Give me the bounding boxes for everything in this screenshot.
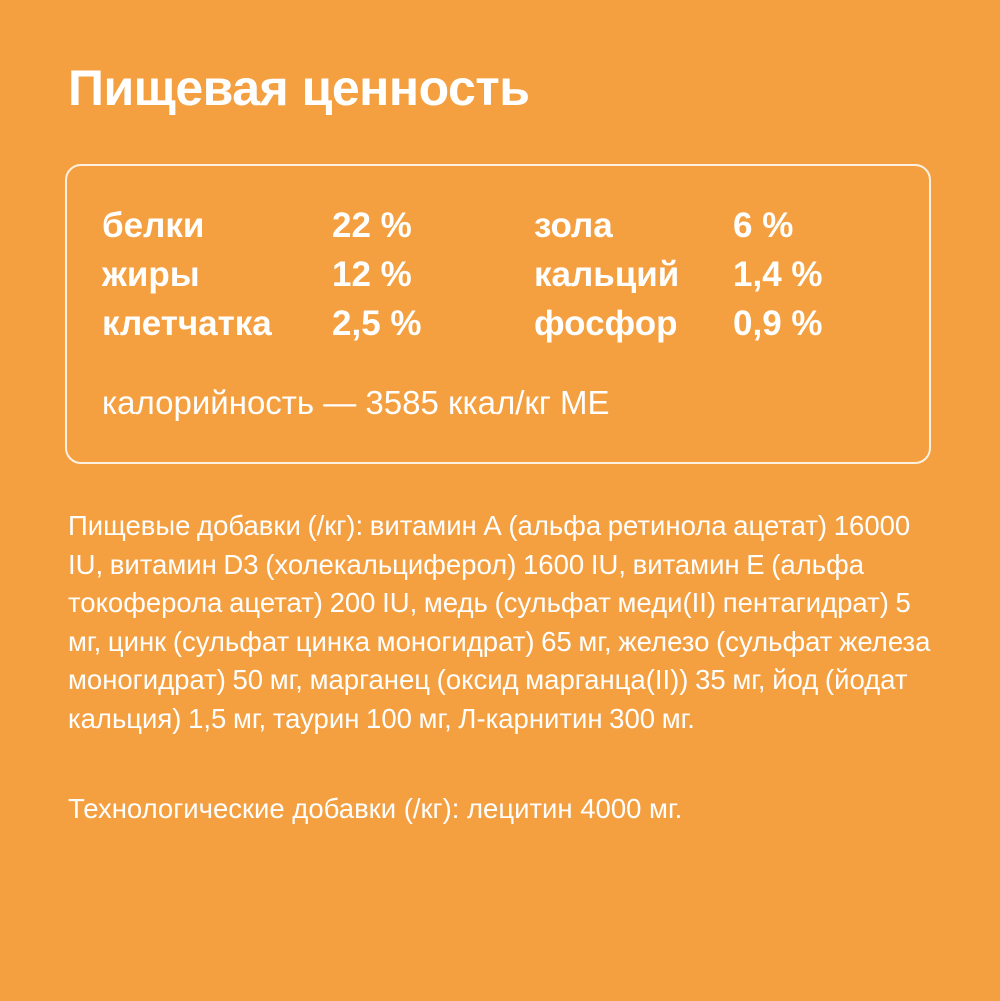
nutrient-value: 12 %: [332, 255, 412, 294]
nutrition-table: [65, 164, 931, 464]
nutrient-value: 22 %: [332, 206, 412, 245]
food-additives-text: Пищевые добавки (/кг): витамин А (альфа ретинола ацетат) 16000 IU, витамин D3 (холекальциферол) 1600 IU, витамин Е (альфа токоферола ацетат) 200 IU, медь (сульфат меди(II) пентагидрат) 5 мг, цинк (сульфат цинка моногидрат) 65 мг, железо (сульфат железа моногидрат) 50 мг, марганец (оксид марганца(II)) 35 мг, йод (йодат кальция) 1,5 мг, таурин 100 мг, Л-карнитин 300 мг.: [68, 510, 931, 734]
nutrient-label: кальций: [534, 255, 680, 294]
tech-additives-text: Технологические добавки (/кг): лецитин 4000 мг.: [68, 793, 683, 824]
nutrient-value: 1,4 %: [733, 255, 823, 294]
nutrient-label: белки: [102, 206, 205, 245]
page-title: Пищевая ценность: [68, 60, 530, 116]
nutrition-row: [67, 201, 929, 251]
nutrient-label: жиры: [102, 255, 200, 294]
nutrient-label: клетчатка: [102, 304, 272, 343]
nutrient-value: 0,9 %: [733, 304, 823, 343]
nutrient-value: 2,5 %: [332, 304, 422, 343]
calories-text: калорийность — 3585 ккал/кг МЕ: [102, 384, 610, 421]
nutrient-value: 6 %: [733, 206, 794, 245]
nutrition-row: [67, 299, 929, 349]
nutrition-row: [67, 250, 929, 300]
nutrient-label: фосфор: [534, 304, 678, 343]
nutrient-label: зола: [534, 206, 613, 245]
